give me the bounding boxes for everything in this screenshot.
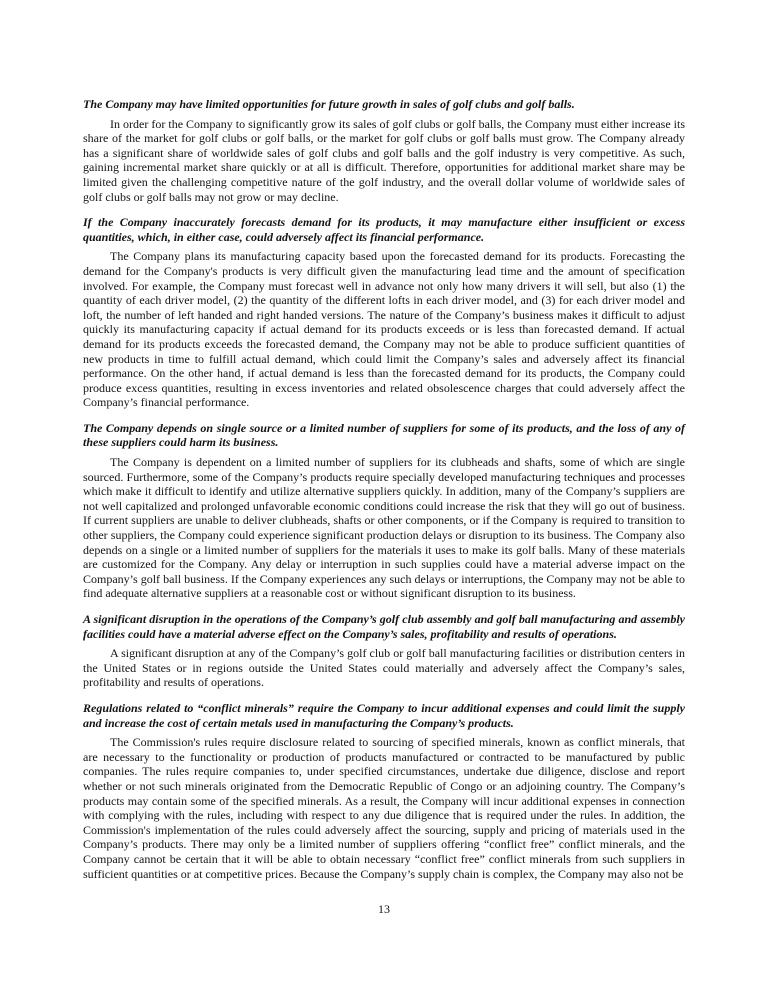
- risk-section-suppliers: [83, 421, 685, 601]
- risk-section-demand-forecast: [83, 215, 685, 410]
- risk-heading: A significant disruption in the operations of the Company’s golf club assembly and golf ball manufacturing and assembly facilities could have a material adverse effect on the Company’s sales, profitability and results of operations.: [83, 612, 685, 641]
- page-number: 13: [378, 902, 390, 916]
- risk-section-facility-disruption: [83, 612, 685, 690]
- risk-heading: Regulations related to “conflict minerals” require the Company to incur additional expenses and could limit the supply and increase the cost of certain metals used in manufacturing the Company’s products.: [83, 700, 685, 730]
- risk-section-conflict-minerals: [83, 701, 685, 881]
- risk-paragraph: The Company is dependent on a limited number of suppliers for its clubheads and shafts, some of which are single sourced. Furthermore, some of the Company’s products require specially developed manufacturing techniques and processes which make it difficult to identify and utilize alternative suppliers quickly. In addition, many of the Company’s suppliers are not well capitalized and prolonged unfavorable economic conditions could increase the risk that they will go out of business. If current suppliers are unable to deliver clubheads, shafts or other components, or if the Company is required to transition to other suppliers, the Company could experience significant production delays or disruption to its business. The Company also depends on a single or a limited number of suppliers for the materials it uses to make its golf balls. Many of these materials are customized for the Company. Any delay or interruption in such supplies could have a material adverse impact on the Company’s golf ball business. If the Company experiences any such delays or interruptions, the Company may not be able to find adequate alternative suppliers at a reasonable cost or without significant disruption to its business.: [83, 455, 685, 601]
- risk-paragraph: A significant disruption at any of the Company’s golf club or golf ball manufacturing facilities or distribution centers in the United States or in regions outside the United States could materially and adversely affect the Company’s sales, profitability and results of operations.: [83, 646, 685, 690]
- risk-section-growth: [83, 97, 685, 204]
- risk-heading: The Company may have limited opportunities for future growth in sales of golf clubs and golf balls.: [83, 97, 575, 111]
- risk-heading: If the Company inaccurately forecasts demand for its products, it may manufacture either insufficient or excess quantities, which, in either case, could adversely affect its financial performance.: [83, 215, 685, 244]
- risk-paragraph: The Commission's rules require disclosure related to sourcing of specified minerals, known as conflict minerals, that are necessary to the functionality or production of products manufactured or contracted to be manufactured by public companies. The rules require companies to, under specified circumstances, undertake due diligence, disclose and report whether or not such minerals originated from the Democratic Republic of Congo or an adjoining country. The Company’s products may contain some of the specified minerals. As a result, the Company will incur additional expenses in connection with complying with the rules, including with respect to any due diligence that is required under the rules. In addition, the Commission's implementation of the rules could adversely affect the sourcing, supply and pricing of materials used in the Company’s products. There may only be a limited number of suppliers offering “conflict free” conflict minerals, and the Company cannot be certain that it will be able to obtain necessary “conflict free” conflict minerals from such suppliers in sufficient quantities or at competitive prices. Because the Company’s supply chain is complex, the Company may also not be: [83, 735, 685, 881]
- risk-paragraph: In order for the Company to significantly grow its sales of golf clubs or golf balls, the Company must either increase its share of the market for golf clubs or golf balls, or the market for golf clubs or golf balls must grow. The Company already has a significant share of worldwide sales of golf clubs and golf balls and the golf industry is very competitive. As such, gaining incremental market share quickly or at all is difficult. Therefore, opportunities for additional market share may be limited given the challenging competitive nature of the golf industry, and the overall dollar volume of worldwide sales of golf clubs or golf balls may not grow or may decline.: [83, 116, 685, 204]
- risk-heading: The Company depends on single source or a limited number of suppliers for some of its products, and the loss of any of these suppliers could harm its business.: [83, 420, 685, 450]
- risk-paragraph: The Company plans its manufacturing capacity based upon the forecasted demand for its products. Forecasting the demand for the Company's products is very difficult given the manufacturing lead time and the amount of specification involved. For example, the Company must forecast well in advance not only how many drivers it will sell, but also (1) the quantity of each driver model, (2) the quantity of the different lofts in each driver model, and (3) for each driver model and loft, the number of left handed and right handed versions. The nature of the Company’s business makes it difficult to adjust quickly its manufacturing capacity if actual demand for its products exceeds or is less than forecasted demand. If actual demand for its products exceeds the forecasted demand, the Company may not be able to produce sufficient quantities of new products in time to fulfill actual demand, which could limit the Company’s sales and adversely affect its financial performance. On the other hand, if actual demand is less than the forecasted demand for its products, the Company could produce excess quantities, resulting in excess inventories and related obsolescence charges that could adversely affect the Company’s financial performance.: [83, 249, 685, 410]
